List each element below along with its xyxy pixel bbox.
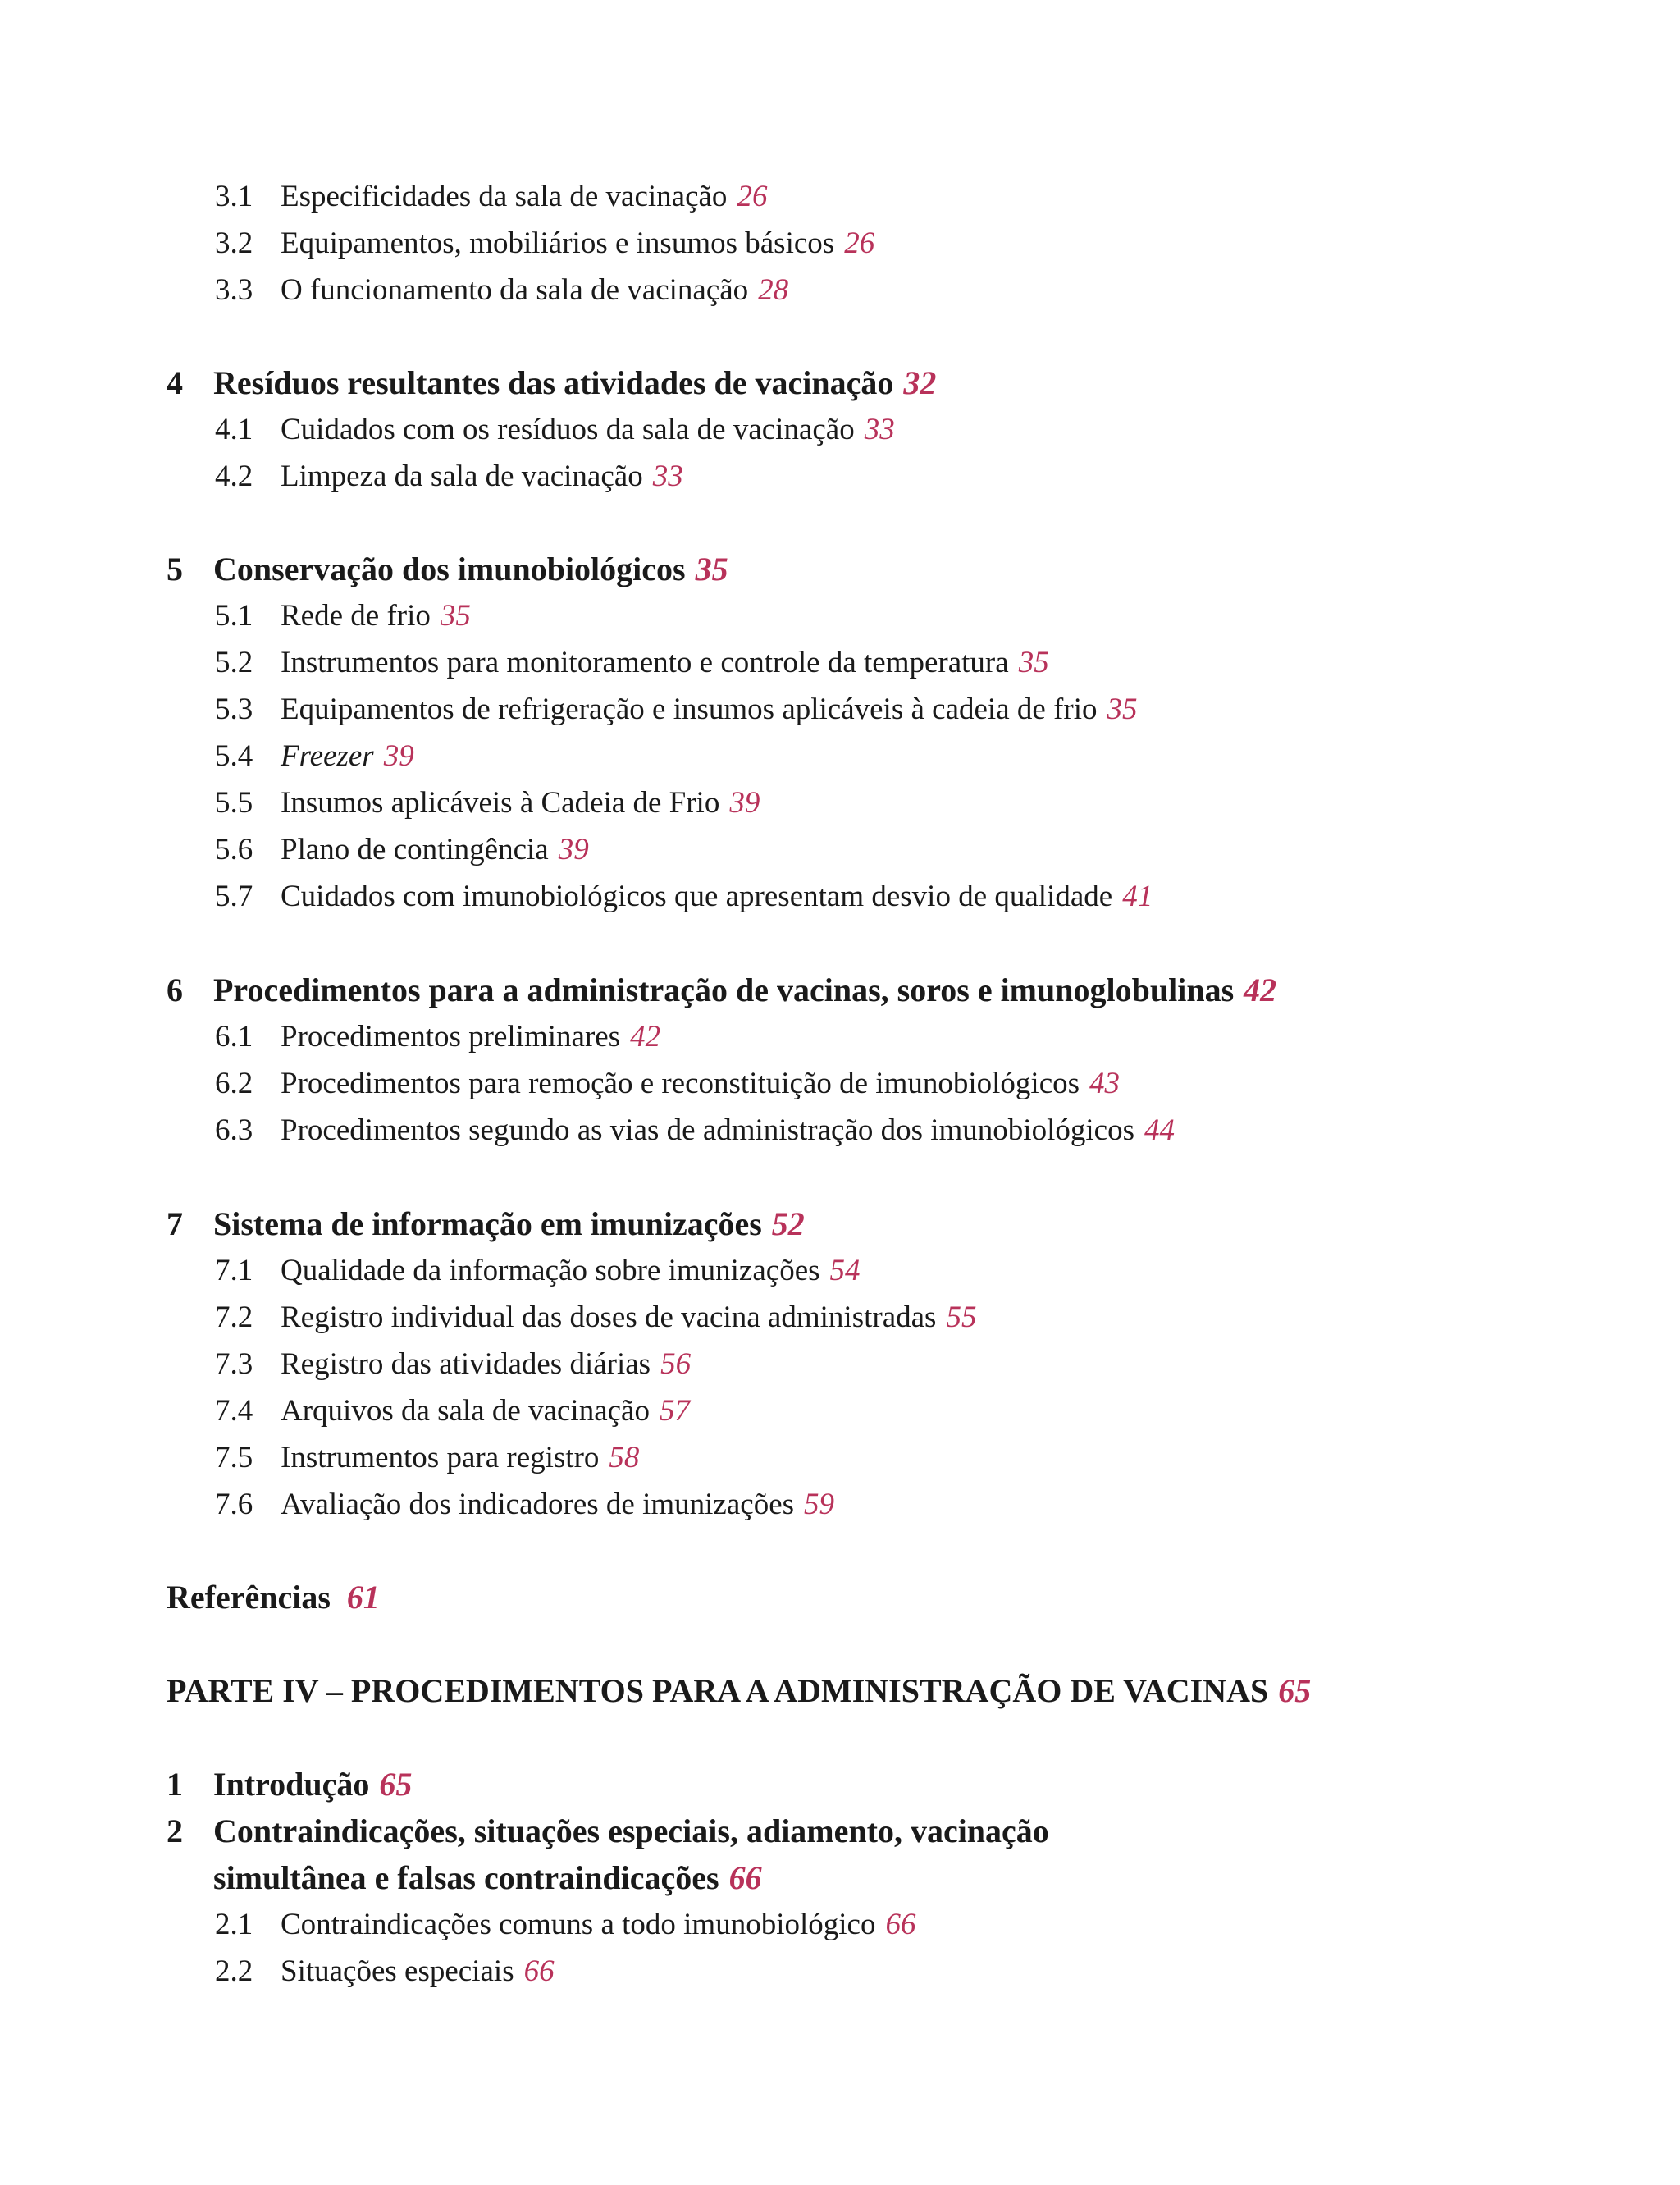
toc-entry-line [281,174,767,220]
toc-entry-number: 5.4 [215,739,253,773]
toc-page-number[interactable]: 66 [885,1908,916,1941]
toc-entry-title: Instrumentos para registro [281,1441,600,1474]
toc-entry-title: Insumos aplicáveis à Cadeia de Frio [281,786,720,820]
toc-entry-title: Cuidados com imunobiológicos que apresentam desvio de qualidade [281,880,1113,913]
toc-page-number[interactable]: 56 [660,1347,692,1381]
toc-entry-number: 2.2 [215,1954,253,1988]
toc-page-number[interactable]: 65 [1278,1672,1312,1709]
toc-entry-line [281,1061,1120,1107]
toc-entry-title: Avaliação dos indicadores de imunizações [281,1488,795,1521]
toc-entry-title: Contraindicações comuns a todo imunobiológico [281,1908,876,1941]
toc-entry-line [281,1902,915,1948]
toc-page-number[interactable]: 32 [903,364,937,401]
toc-entry-number: 6.3 [215,1113,253,1147]
toc-entry-title: O funcionamento da sala de vacinação [281,273,749,307]
toc-entry-line [281,1388,690,1434]
toc-entry-number: 3.3 [215,273,253,307]
toc-entry-line [213,546,728,592]
toc-entry-title: Situações especiais [281,1954,514,1988]
toc-entry-line [213,1808,1049,1854]
toc-entry-line [281,1435,639,1481]
toc-page-number[interactable]: 35 [695,551,728,587]
toc-entry-line [281,593,471,639]
toc-page-number[interactable]: 66 [728,1859,762,1896]
toc-entry-title: Resíduos resultantes das atividades de vacinação [213,364,894,401]
toc-page-number[interactable]: 26 [737,180,768,213]
toc-entry-line [281,1108,1175,1154]
toc-entry-line [281,1248,861,1294]
toc-page-number[interactable]: 52 [771,1205,805,1242]
toc-entry-number: 6.1 [215,1020,253,1054]
toc-entry-title: Registro individual das doses de vacina administradas [281,1300,937,1334]
toc-page-number[interactable]: 55 [946,1300,977,1334]
toc-entry-line [281,1342,691,1387]
toc-entry-number: 3.2 [215,226,253,260]
toc-entry-line [213,1855,762,1901]
toc-entry-number: 5 [167,551,183,587]
toc-entry-number: 1 [167,1766,183,1803]
toc-entry-number: 2 [167,1812,183,1849]
toc-entry-line [281,221,874,267]
toc-entry-line [281,780,760,826]
toc-page-number[interactable]: 57 [659,1394,690,1428]
toc-page-number[interactable]: 44 [1144,1113,1175,1147]
toc-entry-number: 7 [167,1205,183,1242]
toc-entry-line [281,407,895,453]
toc-page-number[interactable]: 33 [652,459,683,493]
toc-entry-number: 5.2 [215,646,253,679]
toc-entry-title: Introdução [213,1766,370,1803]
toc-entry-title: Instrumentos para monitoramento e controle da temperatura [281,646,1009,679]
toc-entry-line [281,734,414,779]
toc-entry-line [281,267,788,313]
toc-entry-number: 7.2 [215,1300,253,1334]
toc-entry-number: 5.3 [215,693,253,726]
toc-entry-title: Especificidades da sala de vacinação [281,180,728,213]
toc-entry-title: Equipamentos, mobiliários e insumos básicos [281,226,835,260]
toc-entry-title: Plano de contingência [281,833,549,866]
toc-entry-number: 6 [167,971,183,1008]
toc-entry-title: Registro das atividades diárias [281,1347,651,1381]
toc-entry-number: 7.1 [215,1254,253,1287]
toc-entry-number: 5.1 [215,599,253,633]
toc-page-number[interactable]: 35 [1018,646,1049,679]
toc-entry-title: Equipamentos de refrigeração e insumos aplicáveis à cadeia de frio [281,693,1098,726]
toc-entry-line [281,1482,834,1528]
toc-entry-number: 4.1 [215,413,253,446]
toc-entry-title: Rede de frio [281,599,431,633]
toc-entry-line [281,1014,660,1060]
toc-entry-line [213,1762,412,1808]
toc-entry-line [281,687,1137,733]
toc-entry-line [167,1575,380,1620]
toc-entry-line [281,1295,976,1341]
toc-entry-number: 5.5 [215,786,253,820]
toc-entry-number: 7.3 [215,1347,253,1381]
toc-entry-title: Cuidados com os resíduos da sala de vacinação [281,413,855,446]
toc-entry-line [281,827,589,873]
toc-entry-line [213,1201,805,1247]
toc-entry-line [167,1668,1311,1714]
toc-entry-number: 5.6 [215,833,253,866]
toc-entry-title: Procedimentos segundo as vias de administração dos imunobiológicos [281,1113,1134,1147]
toc-entry-title: Contraindicações, situações especiais, adiamento, vacinação [213,1812,1049,1849]
toc-entry-number: 3.1 [215,180,253,213]
toc-page-number[interactable]: 58 [609,1441,640,1474]
toc-page-number[interactable]: 35 [1107,693,1138,726]
toc-page-number[interactable]: 42 [630,1020,661,1054]
toc-entry-number: 7.6 [215,1488,253,1521]
toc-page-number[interactable]: 35 [440,599,471,633]
toc-entry-title: Referências [167,1579,331,1616]
toc-entry-title: PARTE IV – PROCEDIMENTOS PARA A ADMINISTRAÇÃO DE VACINAS [167,1672,1269,1709]
toc-page-number[interactable]: 39 [729,786,760,820]
toc-page-number[interactable]: 26 [844,226,875,260]
toc-entry-number: 6.2 [215,1067,253,1100]
toc-entry-title: Sistema de informação em imunizações [213,1205,762,1242]
toc-entry-number: 7.4 [215,1394,253,1428]
toc-entry-line [213,967,1276,1013]
toc-entry-line [281,640,1049,686]
toc-entry-title: Procedimentos para a administração de vacinas, soros e imunoglobulinas [213,971,1235,1008]
toc-entry-title: Procedimentos para remoção e reconstituição de imunobiológicos [281,1067,1080,1100]
toc-entry-number: 2.1 [215,1908,253,1941]
toc-entry-title: Conservação dos imunobiológicos [213,551,686,587]
toc-page-number[interactable]: 61 [346,1579,380,1616]
toc-entry-title: Arquivos da sala de vacinação [281,1394,650,1428]
toc-entry-title: Limpeza da sala de vacinação [281,459,643,493]
toc-page-number[interactable]: 43 [1089,1067,1121,1100]
toc-page-number[interactable]: 41 [1122,880,1153,913]
toc-page-number[interactable]: 42 [1244,971,1277,1008]
toc-page-number[interactable]: 39 [558,833,589,866]
toc-entry-title: Freezer [281,739,374,773]
toc-entry-number: 4.2 [215,459,253,493]
toc-page-number[interactable]: 28 [758,273,789,307]
toc-page-number[interactable]: 65 [379,1766,413,1803]
toc-page-number[interactable]: 39 [383,739,414,773]
toc-entry-line [213,360,936,406]
toc-page-number[interactable]: 66 [523,1954,555,1988]
toc-entry-line [281,874,1153,920]
toc-entry-title: Qualidade da informação sobre imunizações [281,1254,820,1287]
toc-page-number[interactable]: 54 [829,1254,861,1287]
toc-entry-title: simultânea e falsas contraindicações [213,1859,719,1896]
toc-entry-number: 5.7 [215,880,253,913]
toc-page-number[interactable]: 33 [864,413,895,446]
toc-entry-number: 4 [167,364,183,401]
toc-entry-line [281,454,683,500]
toc-entry-number: 7.5 [215,1441,253,1474]
toc-entry-line [281,1949,555,1995]
toc-page-number[interactable]: 59 [804,1488,835,1521]
toc-entry-title: Procedimentos preliminares [281,1020,621,1054]
